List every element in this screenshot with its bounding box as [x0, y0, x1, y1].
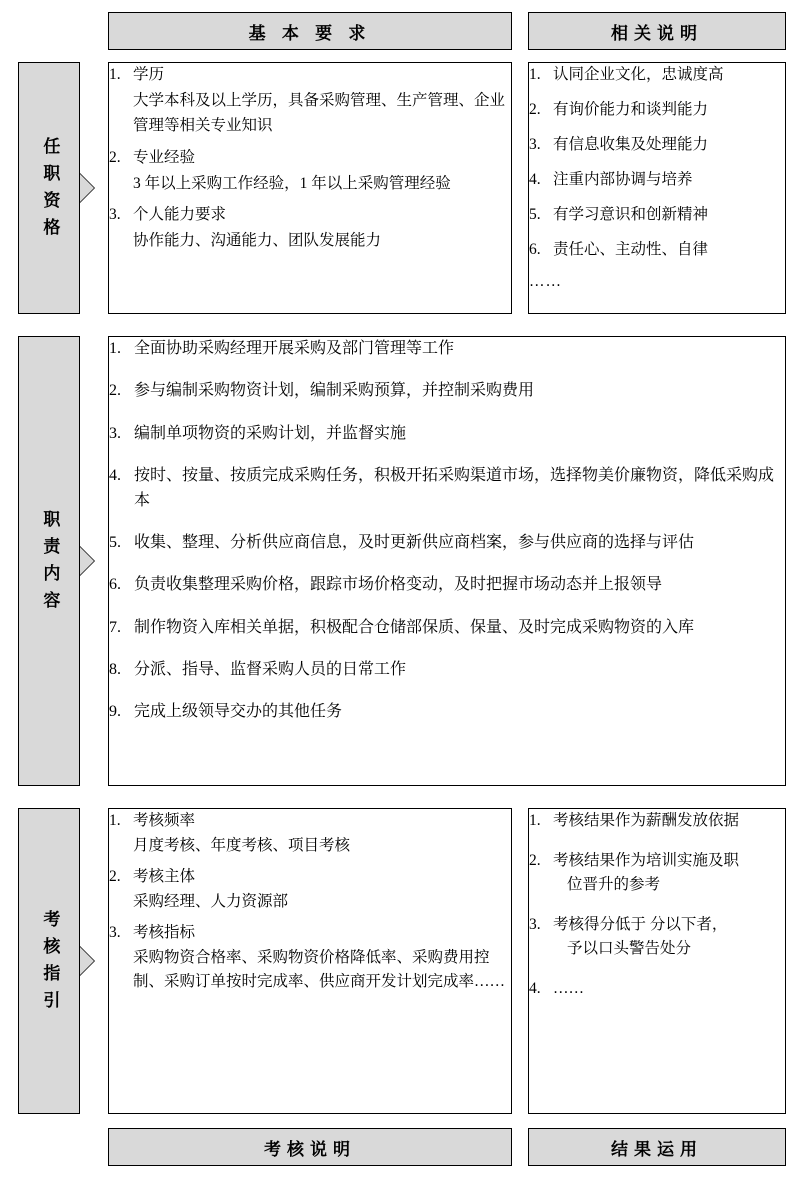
item-detail: 3 年以上采购工作经验，1 年以上采购管理经验 — [133, 174, 451, 192]
item-text: 责任心、主动性、自律 — [553, 241, 709, 259]
list-item — [529, 913, 785, 961]
tab-qualification-label: 任职资格 — [40, 136, 60, 245]
tab-duties-label: 职责内容 — [40, 509, 60, 618]
item-text: 分派、指导、监督采购人员的日常工作 — [134, 660, 407, 678]
item-text — [553, 809, 785, 833]
item-number: 3. — [109, 923, 121, 941]
tab-assessment-arrow — [80, 947, 94, 975]
item-text: 有学习意识和创新精神 — [553, 206, 709, 224]
notes-ellipsis: …… — [529, 273, 562, 291]
panel-related-notes — [528, 62, 786, 314]
list-item — [529, 238, 785, 262]
item-number: 1. — [109, 340, 121, 357]
item-text — [553, 849, 785, 897]
item-number: 1. — [529, 66, 541, 83]
tab-duties-arrow — [80, 547, 94, 575]
item-text-line2: 位晋升的参考 — [567, 876, 661, 894]
duties-list — [109, 337, 785, 725]
list-item — [529, 63, 785, 87]
list-item — [109, 865, 511, 889]
item-number: 2. — [109, 148, 121, 166]
item-text-line1: 考核结果作为培训实施及职 — [553, 852, 740, 870]
item-text: 认同企业文化，忠诚度高 — [553, 66, 724, 83]
panel-assessment-guide — [108, 808, 512, 1114]
header-related-notes: 相关说明 — [528, 12, 786, 50]
list-item — [109, 531, 785, 556]
list-item — [529, 977, 785, 1001]
item-number: 6. — [529, 241, 541, 259]
item-text-line1: 考核结果作为薪酬发放依据 — [553, 812, 740, 829]
item-title: 考核主体 — [133, 867, 196, 885]
item-number: 6. — [109, 576, 121, 594]
list-item — [529, 809, 785, 833]
item-text-line1: 考核得分低于 分以下者， — [553, 916, 728, 934]
header-assessment-note: 考核说明 — [108, 1128, 512, 1166]
tab-assessment-label: 考核指引 — [40, 909, 60, 1018]
item-number: 2. — [109, 867, 121, 885]
list-item — [109, 379, 785, 404]
item-text: 收集、整理、分析供应商信息，及时更新供应商档案，参与供应商的选择与评估 — [134, 533, 695, 551]
item-number: 7. — [109, 618, 121, 636]
item-detail: 采购经理、人力资源部 — [133, 892, 289, 910]
item-text-line2: 予以口头警告处分 — [567, 940, 692, 958]
item-number: 8. — [109, 660, 121, 678]
item-number: 4. — [109, 466, 121, 484]
item-title: 学历 — [133, 66, 165, 83]
item-text: 负责收集整理采购价格，跟踪市场价格变动，及时把握市场动态并上报领导 — [134, 576, 663, 594]
list-item — [109, 146, 511, 170]
assessment-guide-list — [109, 809, 511, 995]
item-text: 注重内部协调与培养 — [553, 171, 693, 189]
item-text: …… — [553, 980, 584, 998]
item-number: 4. — [529, 171, 541, 189]
panel-result-usage — [528, 808, 786, 1114]
item-detail: 月度考核、年度考核、项目考核 — [133, 837, 351, 855]
item-text: 有询价能力和谈判能力 — [553, 101, 709, 119]
list-item — [109, 573, 785, 598]
item-number: 1. — [529, 812, 541, 829]
list-item — [109, 464, 785, 514]
item-number: 4. — [529, 980, 541, 998]
list-item — [109, 809, 511, 833]
item-number: 3. — [109, 206, 121, 224]
tab-duties — [18, 336, 80, 786]
item-detail: 大学本科及以上学历，具备采购管理、生产管理、企业管理等相关专业知识 — [133, 92, 506, 134]
list-item — [529, 203, 785, 227]
list-item — [529, 849, 785, 897]
tab-assessment — [18, 808, 80, 1114]
related-notes-list — [529, 63, 785, 291]
item-number: 9. — [109, 703, 121, 721]
header-basic-requirements: 基 本 要 求 — [108, 12, 512, 50]
qualification-requirements-list — [109, 63, 511, 254]
item-title: 考核指标 — [133, 923, 196, 941]
item-title: 专业经验 — [133, 148, 196, 166]
item-detail: 协作能力、沟通能力、团队发展能力 — [133, 232, 382, 250]
item-number: 3. — [529, 916, 541, 934]
list-item — [109, 921, 511, 945]
item-number: 1. — [109, 812, 121, 829]
item-text: 按时、按量、按质完成采购任务，积极开拓采购渠道市场，选择物美价廉物资，降低采购成本 — [134, 466, 775, 509]
list-item — [109, 616, 785, 641]
item-text: 全面协助采购经理开展采购及部门管理等工作 — [134, 340, 455, 357]
item-number: 2. — [529, 852, 541, 870]
item-text: 完成上级领导交办的其他任务 — [134, 703, 343, 721]
list-item — [109, 700, 785, 725]
item-number: 2. — [529, 101, 541, 119]
item-number: 5. — [529, 206, 541, 224]
list-item — [109, 422, 785, 447]
list-item — [109, 63, 511, 87]
tab-qualification — [18, 62, 80, 314]
item-text: 编制单项物资的采购计划，并监督实施 — [134, 424, 407, 442]
item-title: 个人能力要求 — [133, 206, 227, 224]
item-text: 有信息收集及处理能力 — [553, 136, 709, 154]
list-item — [529, 133, 785, 157]
item-title: 考核频率 — [133, 812, 196, 829]
item-number: 3. — [109, 424, 121, 442]
header-result-use: 结果运用 — [528, 1128, 786, 1166]
list-item — [529, 98, 785, 122]
item-number: 5. — [109, 533, 121, 551]
item-number: 1. — [109, 66, 121, 83]
item-number: 3. — [529, 136, 541, 154]
list-item — [529, 168, 785, 192]
result-usage-list — [529, 809, 785, 1001]
item-number: 2. — [109, 382, 121, 400]
item-detail: 采购物资合格率、采购物资价格降低率、采购费用控制、采购订单按时完成率、供应商开发计划完成率…… — [133, 948, 506, 991]
list-item — [109, 203, 511, 227]
panel-qualification-requirements — [108, 62, 512, 314]
list-item — [109, 658, 785, 683]
item-text — [553, 913, 785, 961]
list-item — [109, 337, 785, 362]
item-text: 制作物资入库相关单据，积极配合仓储部保质、保量、及时完成采购物资的入库 — [134, 618, 695, 636]
tab-qualification-arrow — [80, 174, 94, 202]
panel-duties — [108, 336, 786, 786]
item-text: 参与编制采购物资计划，编制采购预算，并控制采购费用 — [134, 382, 535, 400]
